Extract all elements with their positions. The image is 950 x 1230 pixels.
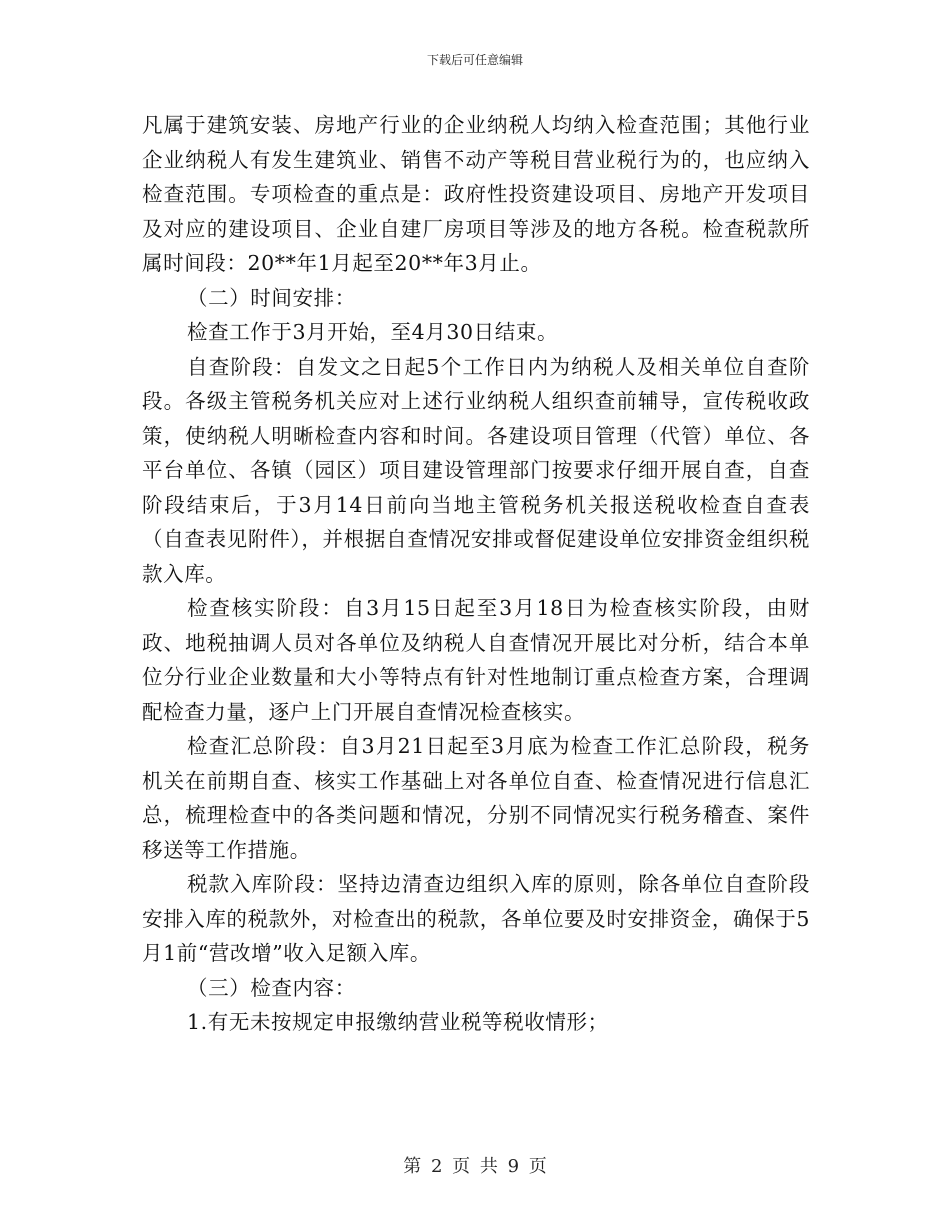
paragraph: 凡属于建筑安装、房地产行业的企业纳税人均纳入检查范围；其他行业企业纳税人有发生建筑业、销售不动产等税目营业税行为的，也应纳入检查范围。专项检查的重点是：政府性投资建设项目、房地产开发项目及对应的建设项目、企业自建厂房项目等涉及的地方各税。检查税款所属时间段：20**年1月起至20**年3月止。 (142, 113, 810, 275)
paragraph: 检查核实阶段：自3月15日起至3月18日为检查核实阶段，由财政、地税抽调人员对各单位及纳税人自查情况开展比对分析，结合本单位分行业企业数量和大小等特点有针对性地制订重点检查方案，合理调配检查力量，逐户上门开展自查情况检查核实。 (142, 596, 810, 724)
paragraph: （三）检查内容： (187, 975, 356, 1000)
page-number: 第 2 页 共 9 页 (403, 1156, 547, 1177)
paragraph: （二）时间安排： (187, 285, 356, 310)
paragraph: 检查汇总阶段：自3月21日起至3月底为检查工作汇总阶段，税务机关在前期自查、核实工作基础上对各单位自查、检查情况进行信息汇总，梳理检查中的各类问题和情况，分别不同情况实行税务稽查、案件移送等工作措施。 (142, 734, 810, 862)
page-header: 下载后可任意编辑 (426, 53, 523, 67)
paragraph: 自查阶段：自发文之日起5个工作日内为纳税人及相关单位自查阶段。各级主管税务机关应对上述行业纳税人组织查前辅导，宣传税收政策，使纳税人明晰检查内容和时间。各建设项目管理（代管）单位、各平台单位、各镇（园区）项目建设管理部门按要求仔细开展自查，自查阶段结束后，于3月14日前向当地主管税务机关报送税收检查自查表（自查表见附件），并根据自查情况安排或督促建设单位安排资金组织税款入库。 (142, 354, 810, 586)
paragraph: 1.有无未按规定申报缴纳营业税等税收情形； (187, 1010, 609, 1034)
paragraph: 检查工作于3月开始，至4月30日结束。 (187, 320, 559, 344)
document-body (142, 108, 810, 1040)
paragraph: 税款入库阶段：坚持边清查边组织入库的原则，除各单位自查阶段安排入库的税款外，对检查出的税款，各单位要及时安排资金，确保于5月1前“营改增”收入足额入库。 (142, 872, 810, 965)
